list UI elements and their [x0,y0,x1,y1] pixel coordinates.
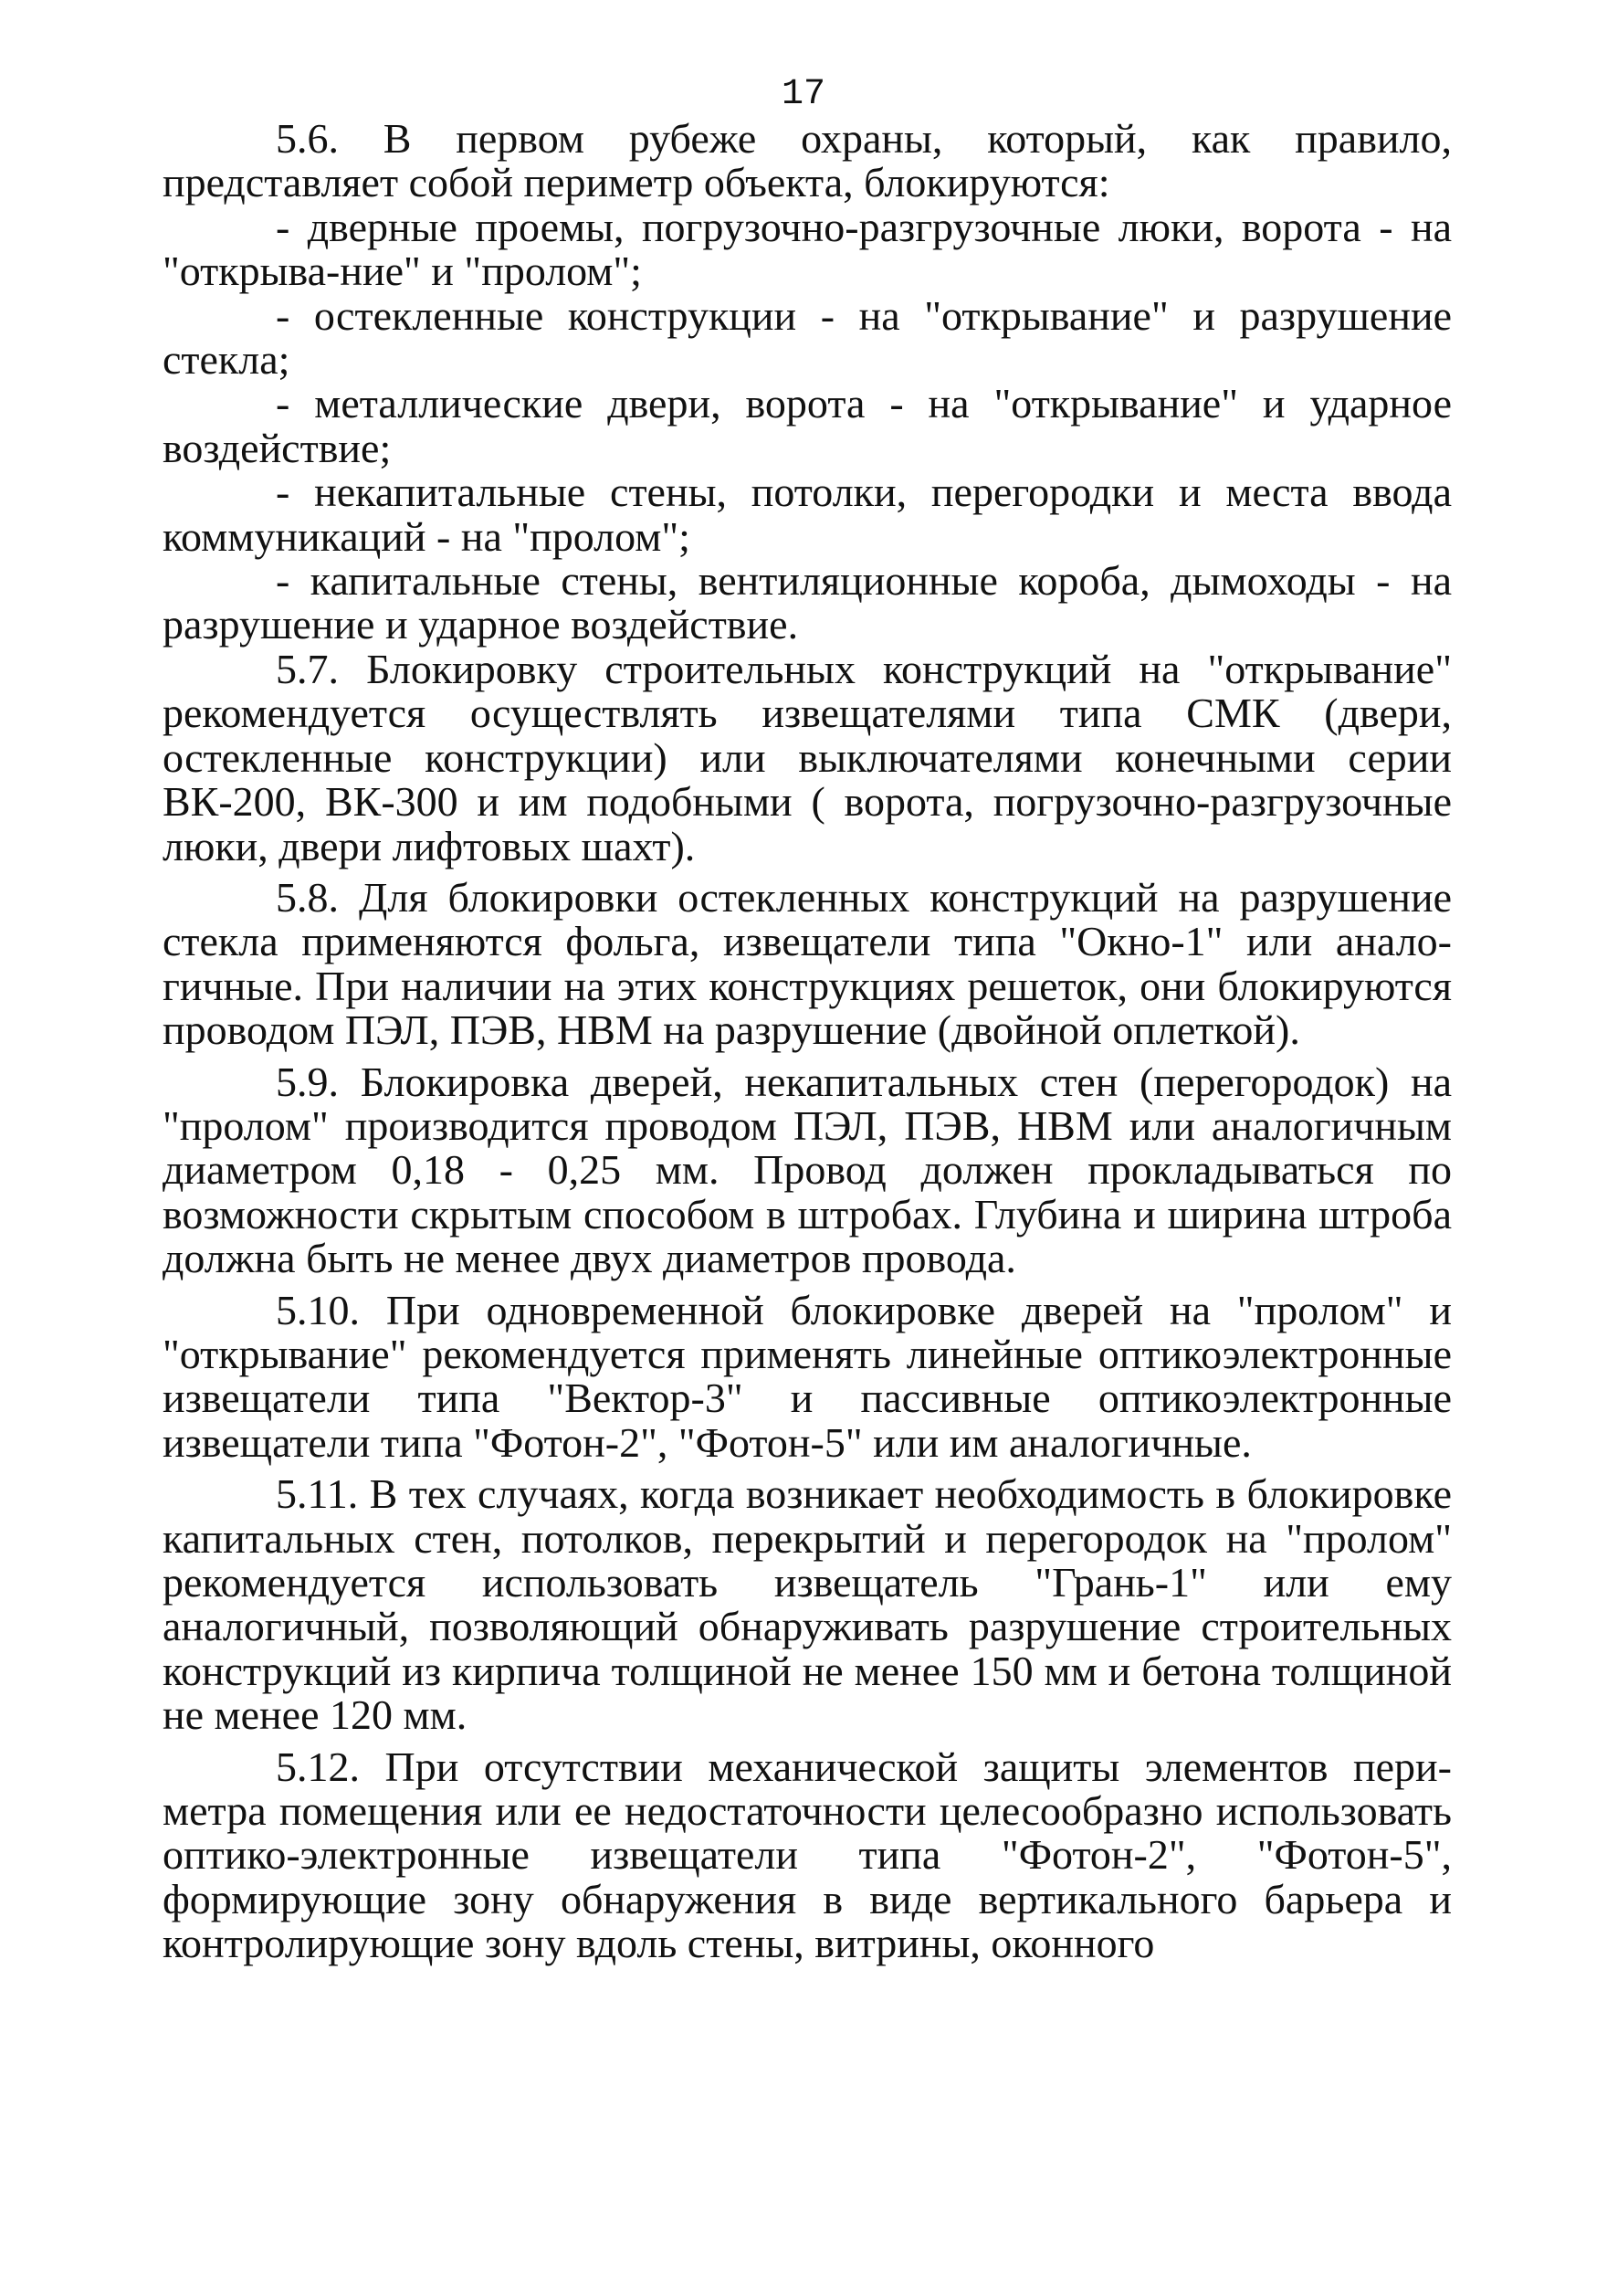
paragraph-5-8: 5.8. Для блокировки остекленных конструкций на разрушение стекла применяются фольга, извещатели типа "Окно-1" или аналогичные. При наличии на этих конструкциях решеток, они блокируются проводом ПЭЛ, ПЭВ, НВМ на разрушение (двойной оплеткой). [163,873,1452,1054]
paragraph-5-12: 5.12. При отсутствии механической защиты элементов периметра помещения или ее недостаточности целесообразно использовать оптико-электронные извещатели типа "Фотон-2", "Фотон-5", формирующие зону обнаружения в виде вертикального барьера и контролирующие зону вдоль стены, витрины, оконного [163,1743,1452,1967]
paragraph-5-11: 5.11. В тех случаях, когда возникает необходимость в блокировке капитальных стен, потолков, перекрытий и перегородок на "пролом" рекомендуется использовать извещатель "Грань-1" или ему аналогичный, позволяющий обнаруживать разрушение строительных конструкций из кирпича толщиной не менее 150 мм и бетона толщиной не менее 120 мм. [163,1470,1452,1739]
page-number: 17 [781,74,825,115]
paragraph-5-10: 5.10. При одновременной блокировке дверей на "пролом" и "открывание" рекомендуется применять линейные оптикоэлектронные извещатели типа "Вектор-3" и пассивные оптикоэлектронные извещатели типа "Фотон-2", "Фотон-5" или им аналогичные. [163,1286,1452,1466]
list-item-door-openings: - дверные проемы, погрузочно-разгрузочные люки, ворота - на "открыва-ние" и "пролом"; [163,203,1452,295]
paragraph-5-7: 5.7. Блокировку строительных конструкций на "открывание" рекомендуется осуществлять извещателями типа СМК (двери, остекленные конструкции) или выключателями конечными серии ВК-200, ВК-300 и им подобными ( ворота, погрузочно-разгрузочные люки, двери лифтовых шахт). [163,645,1452,869]
list-item-capital-walls: - капитальные стены, вентиляционные короба, дымоходы - на разрушение и ударное воздействие. [163,557,1452,648]
paragraph-5-6: 5.6. В первом рубеже охраны, который, как правило, представляет собой периметр объекта, блокируются: [163,115,1452,206]
document-body [163,117,1452,1966]
list-item-metal-doors: - металлические двери, ворота - на "открывание" и ударное воздействие; [163,380,1452,471]
list-item-glazed-structures: - остекленные конструкции - на "открывание" и разрушение стекла; [163,291,1452,384]
paragraph-5-9: 5.9. Блокировка дверей, некапитальных стен (перегородок) на "пролом" производится проводом ПЭЛ, ПЭВ, НВМ или аналогичным диаметром 0,18 - 0,25 мм. Провод должен прокладываться по возможности скрытым способом в штробах. Глубина и ширина штроба должна быть не менее двух диаметров провода. [163,1058,1452,1282]
list-item-non-capital-walls: - некапитальные стены, потолки, перегородки и места ввода коммуникаций - на "пролом"; [163,469,1452,560]
